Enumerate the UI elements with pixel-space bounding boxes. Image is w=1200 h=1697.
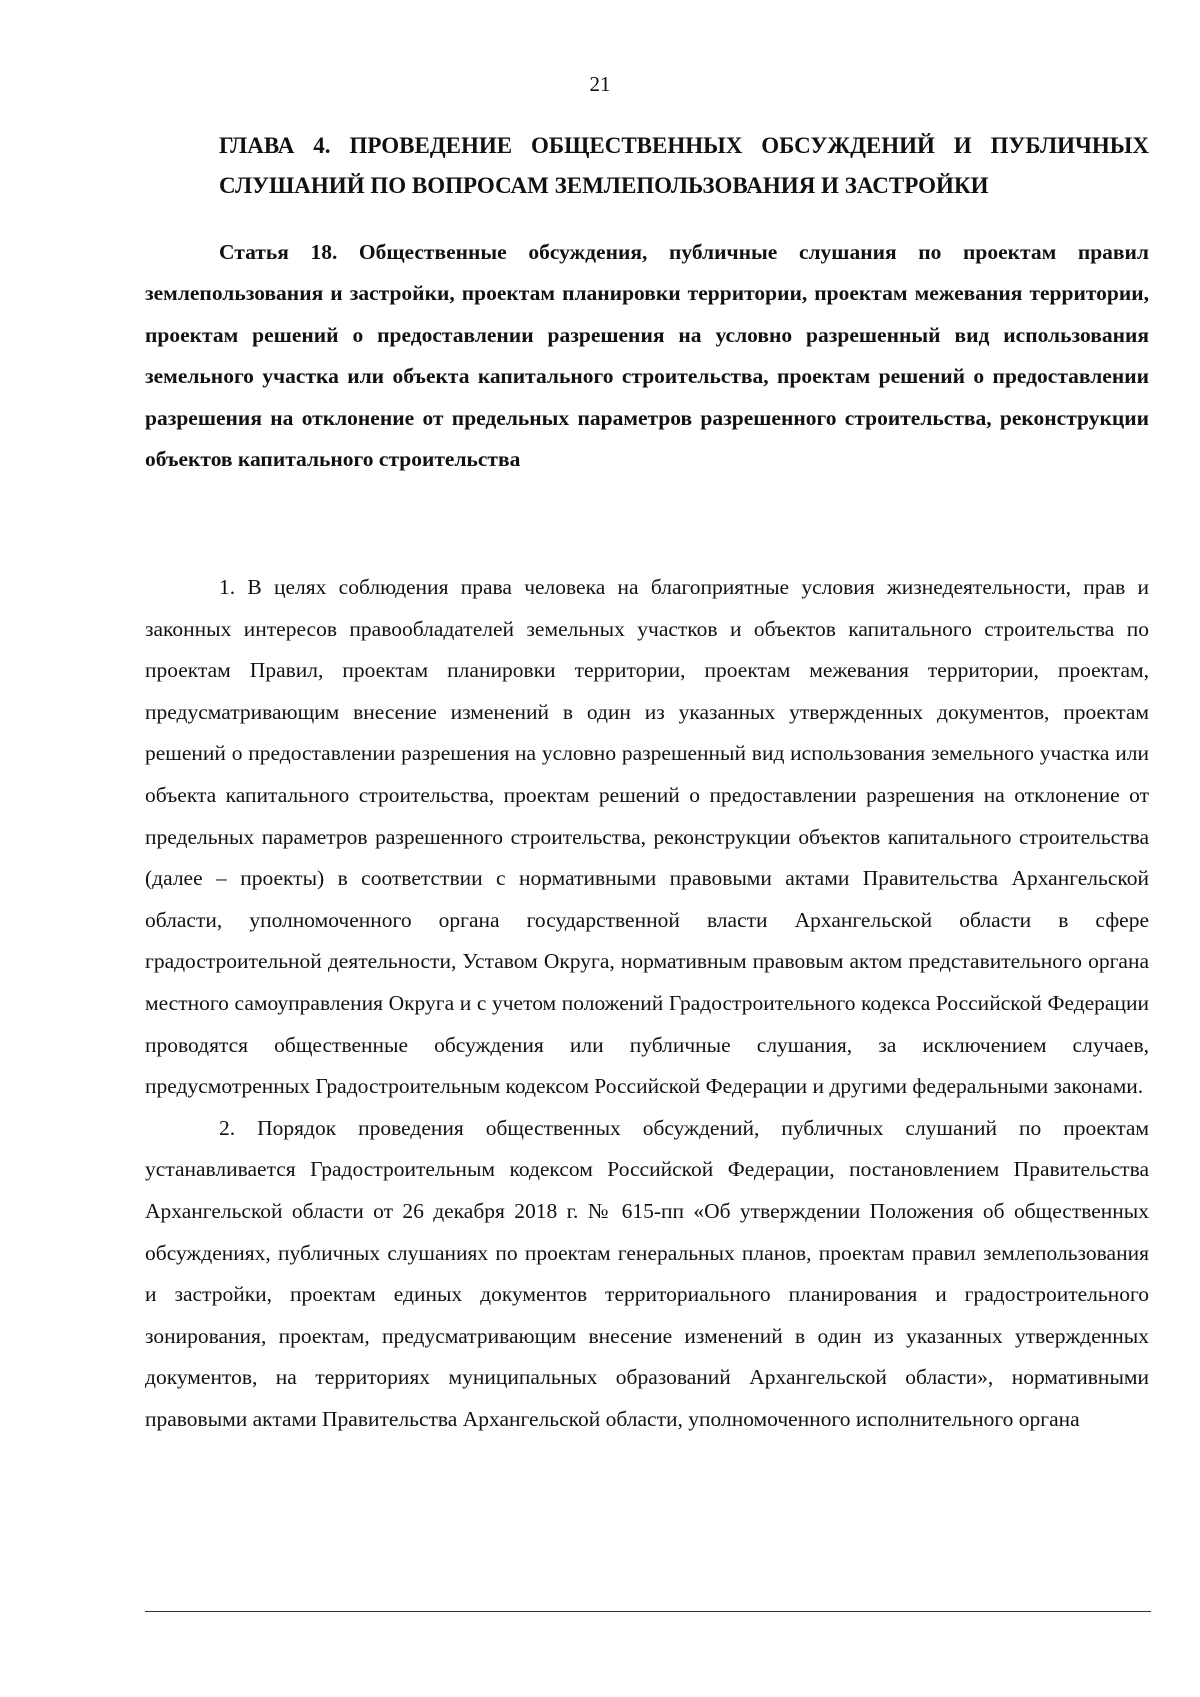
paragraph-1: 1. В целях соблюдения права человека на благоприятные условия жизнедеятельности, прав и законных интересов правообладателей земельных участков и объектов капитального строительства по проектам Правил, проектам планировки территории, проектам межевания территории, проектам, предусматривающим внесение изменений в один из указанных утвержденных документов, проектам решений о предоставлении разрешения на условно разрешенный вид использования земельного участка или объекта капитального строительства, проектам решений о предоставлении разрешения на отклонение от предельных параметров разрешенного строительства, реконструкции объектов капитального строительства (далее – проекты) в соответствии с нормативными правовыми актами Правительства Архангельской области, уполномоченного органа государственной власти Архангельской области в сфере градостроительной деятельности, Уставом Округа, нормативным правовым актом представительного органа местного самоуправления Округа и с учетом положений Градостроительного кодекса Российской Федерации проводятся общественные обсуждения или публичные слушания, за исключением случаев, предусмотренных Градостроительным кодексом Российской Федерации и другими федеральными законами. bbox=[145, 575, 1149, 1099]
page-number: 21 bbox=[589, 72, 611, 96]
footer-divider bbox=[145, 1611, 1151, 1612]
chapter-title: ГЛАВА 4. ПРОВЕДЕНИЕ ОБЩЕСТВЕННЫХ ОБСУЖДЕНИЙ И ПУБЛИЧНЫХ СЛУШАНИЙ ПО ВОПРОСАМ ЗЕМЛЕПОЛЬЗОВАНИЯ И ЗАСТРОЙКИ bbox=[219, 133, 1149, 198]
article-body bbox=[145, 567, 1149, 1440]
article-title: Статья 18. Общественные обсуждения, публичные слушания по проектам правил землепользования и застройки, проектам планировки территории, проектам межевания территории, проектам решений о предоставлении разрешения на условно разрешенный вид использования земельного участка или объекта капитального строительства, проектам решений о предоставлении разрешения на отклонение от предельных параметров разрешенного строительства, реконструкции объектов капитального строительства bbox=[145, 240, 1149, 472]
paragraph-2: 2. Порядок проведения общественных обсуждений, публичных слушаний по проектам устанавливается Градостроительным кодексом Российской Федерации, постановлением Правительства Архангельской области от 26 декабря 2018 г. № 615-пп «Об утверждении Положения об общественных обсуждениях, публичных слушаниях по проектам генеральных планов, проектам правил землепользования и застройки, проектам единых документов территориального планирования и градостроительного зонирования, проектам, предусматривающим внесение изменений в один из указанных утвержденных документов, на территориях муниципальных образований Архангельской области», нормативными правовыми актами Правительства Архангельской области, уполномоченного исполнительного органа bbox=[145, 1115, 1149, 1431]
